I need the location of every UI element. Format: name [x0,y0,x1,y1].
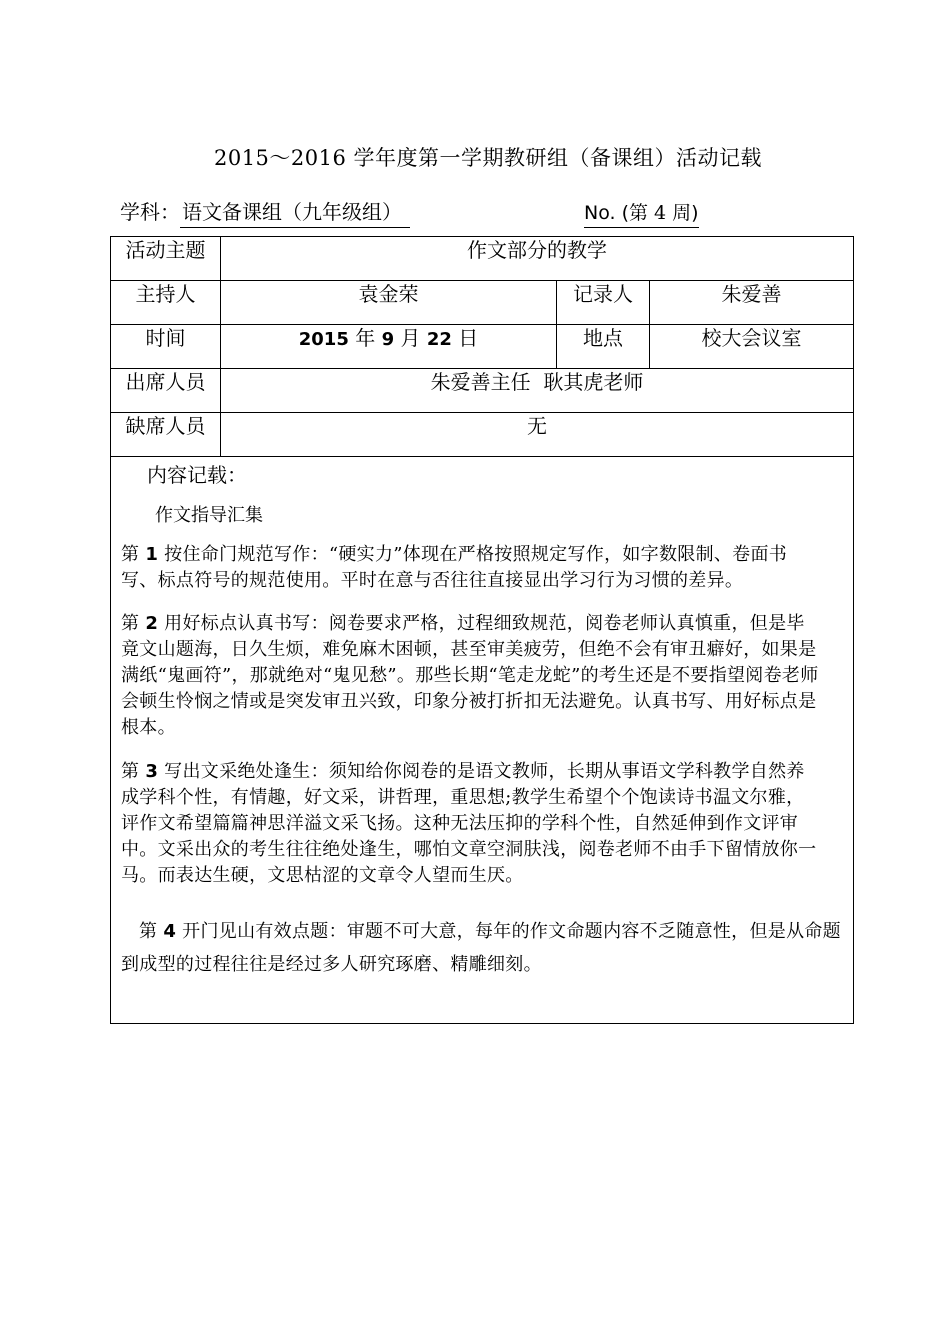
guidance-paragraph [121,915,851,981]
guidance-paragraph [121,611,821,741]
host-value: 袁金荣 [220,281,556,324]
subject-line [120,196,410,228]
absentees-row [111,413,853,457]
host-row [111,281,853,325]
paragraph-prefix: 第 [121,761,146,782]
paragraph-prefix: 第 [121,613,146,634]
time-year: 2015 [298,329,349,350]
week-label: 第 4 周 [629,202,692,224]
time-label: 时间 [145,326,186,350]
host-label: 主持人 [135,282,196,306]
paragraph-text: 按住命门规范写作：“硬实力”体现在严格按照规定写作，如字数限制、卷面书写、标点符号的规范使用。平时在意与否往往直接显出学习行为习惯的差异。 [121,544,788,591]
week-prefix: No. ( [584,202,629,224]
topic-value: 作文部分的教学 [220,237,853,280]
time-row [111,325,853,369]
content-heading: 作文指导汇集 [155,505,263,526]
guidance-paragraph [121,542,821,594]
recorder-label: 记录人 [556,281,649,324]
location-label: 地点 [556,325,649,368]
absentees-label: 缺席人员 [125,414,206,438]
content-label: 内容记载： [147,463,247,487]
page-title: 2015～2016 学年度第一学期教研组（备课组）活动记载 [213,146,763,170]
week-suffix: ) [691,202,699,224]
paragraph-number: 2 [145,613,159,634]
time-year-unit: 年 [348,326,382,350]
attendees-label: 出席人员 [125,370,206,394]
paragraph-prefix: 第 [139,921,164,942]
paragraph-number: 3 [145,761,159,782]
attendees-row [111,369,853,413]
time-day: 22 [426,329,452,350]
attendees-value: 朱爱善主任 耿其虎老师 [220,369,853,412]
time-day-unit: 日 [451,326,479,350]
absentees-value: 无 [220,413,853,456]
time-month-unit: 月 [394,326,427,350]
paragraph-text: 用好标点认真书写：阅卷要求严格，过程细致规范，阅卷老师认真慎重，但是毕竟文山题海，日久生烦，难免麻木困顿，甚至审美疲劳，但绝不会有审丑癖好，如果是满纸“鬼画符”，那就绝对“鬼见愁”。那些长期“笔走龙蛇”的考生还是不要指望阅卷老师会顿生怜悯之情或是突发审丑兴致，印象分被打折扣无法避免。认真书写、用好标点是根本。 [121,613,819,738]
paragraph-text: 写出文采绝处逢生：须知给你阅卷的是语文教师，长期从事语文学科教学自然养成学科个性，有情趣，好文采，讲哲理，重思想;教学生希望个个饱读诗书温文尔雅，评作文希望篇篇神思洋溢文采飞扬。这种无法压抑的学科个性，自然延伸到作文评审中。文采出众的考生往往绝处逢生，哪怕文章空洞肤浅，阅卷老师不由手下留情放你一马。而表达生硬，文思枯涩的文章令人望而生厌。 [121,761,817,886]
location-value: 校大会议室 [649,325,853,368]
time-value [220,325,556,368]
topic-label: 活动主题 [125,238,206,262]
week-number-value [584,198,699,228]
week-number [584,198,699,228]
activity-record-table [110,236,854,1024]
time-month: 9 [381,329,395,350]
subject-value: 语文备课组（九年级组） [180,196,410,228]
subject-label: 学科： [120,200,180,224]
guidance-paragraph [121,759,821,889]
paragraph-prefix: 第 [121,544,146,565]
paragraph-text: 开门见山有效点题：审题不可大意，每年的作文命题内容不乏随意性，但是从命题到成型的过程往往是经过多人研究琢磨、精雕细刻。 [121,921,841,975]
paragraph-number: 1 [145,544,159,565]
recorder-value: 朱爱善 [649,281,853,324]
paragraph-number: 4 [163,921,177,942]
topic-row [111,237,853,281]
